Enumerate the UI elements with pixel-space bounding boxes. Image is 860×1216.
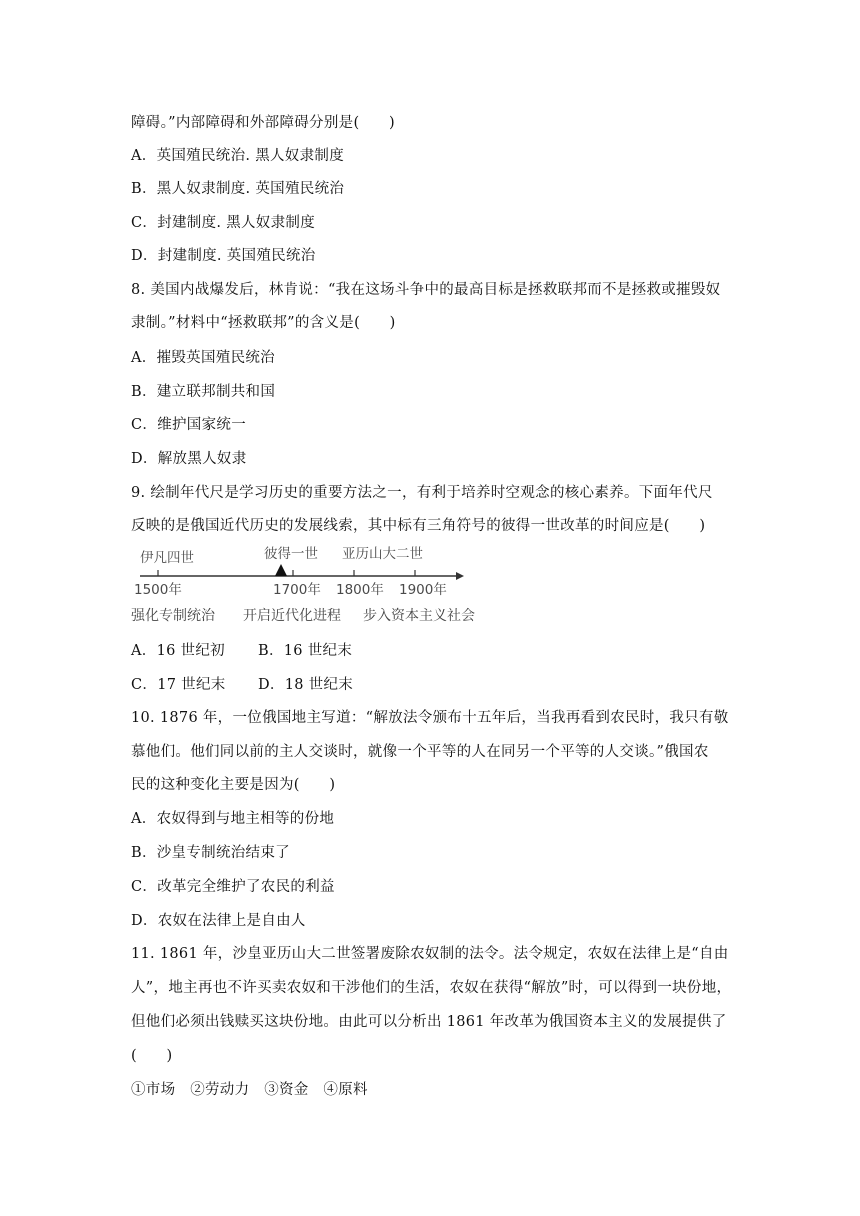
q11-stem-line2: 人”，地主再也不许买卖农奴和干涉他们的生活，农奴在获得“解放”时，可以得到一块份地， [131,980,732,996]
q11-stem-line1: 11. 1861 年，沙皇亚历山大二世签署废除农奴制的法令。法令规定，农奴在法律上是“自由 [131,946,729,962]
q9-stem-line1: 9. 绘制年代尺是学习历史的重要方法之一，有利于培养时空观念的核心素养。下面年代尺 [131,485,713,501]
q8-option-d: D．解放黑人奴隶 [131,451,247,467]
phase-capitalism: 步入资本主义社会 [363,608,475,624]
q7-option-a: A．英国殖民统治. 黑人奴隶制度 [131,148,344,164]
q8-option-a: A．摧毁英国殖民统治 [131,350,275,366]
q7-option-b: B．黑人奴隶制度. 英国殖民统治 [131,181,345,197]
q10-option-d: D．农奴在法律上是自由人 [131,913,306,929]
year-1800: 1800年 [336,582,384,598]
q11-stem-line4: ( ) [131,1048,173,1064]
q10-stem-line1: 10. 1876 年，一位俄国地主写道：“解放法令颁布十五年后，当我再看到农民时，我只有敬 [131,710,729,726]
ruler-peter-i: 彼得一世 [264,546,318,562]
year-timeline [128,543,478,633]
q10-option-c: C．改革完全维护了农民的利益 [131,879,335,895]
q11-stem-line3: 但他们必须出钱赎买这块份地。由此可以分析出 1861 年改革为俄国资本主义的发展提供了 [131,1014,727,1030]
q11-choices: ①市场 ②劳动力 ③资金 ④原料 [131,1082,368,1098]
q9-option-b: B．16 世纪末 [258,643,353,659]
phase-modernization: 开启近代化进程 [243,608,341,624]
q8-stem-line1: 8. 美国内战爆发后，林肯说：“我在这场斗争中的最高目标是拯救联邦而不是拯救或摧毁奴 [131,282,721,298]
q7-option-d: D．封建制度. 英国殖民统治 [131,248,316,264]
q8-option-b: B．建立联邦制共和国 [131,384,276,400]
q8-option-c: C．维护国家统一 [131,417,246,433]
q8-stem-line2: 隶制。”材料中“拯救联邦”的含义是( ) [131,315,396,331]
q10-option-b: B．沙皇专制统治结束了 [131,845,290,861]
year-1900: 1900年 [399,582,447,598]
triangle-marker-icon [275,564,287,576]
q7-option-c: C．封建制度. 黑人奴隶制度 [131,215,316,231]
q9-stem-line2: 反映的是俄国近代历史的发展线索，其中标有三角符号的彼得一世改革的时间应是( ) [131,518,706,534]
phase-autocracy: 强化专制统治 [131,608,215,624]
q9-option-c: C．17 世纪末 [131,677,226,693]
q10-stem-line2: 慕他们。他们同以前的主人交谈时，就像一个平等的人在同另一个平等的人交谈。”俄国农 [131,744,709,760]
q7-stem: 障碍。”内部障碍和外部障碍分别是( ) [131,115,395,131]
arrow-head-icon [456,572,464,580]
year-1500: 1500年 [134,582,182,598]
year-1700: 1700年 [273,582,321,598]
ruler-ivan-iv: 伊凡四世 [140,550,194,566]
q9-option-d: D．18 世纪末 [258,677,354,693]
q9-option-a: A．16 世纪初 [131,643,225,659]
ruler-alexander-ii: 亚历山大二世 [342,546,423,562]
q10-stem-line3: 民的这种变化主要是因为( ) [131,777,336,793]
q10-option-a: A．农奴得到与地主相等的份地 [131,811,335,827]
